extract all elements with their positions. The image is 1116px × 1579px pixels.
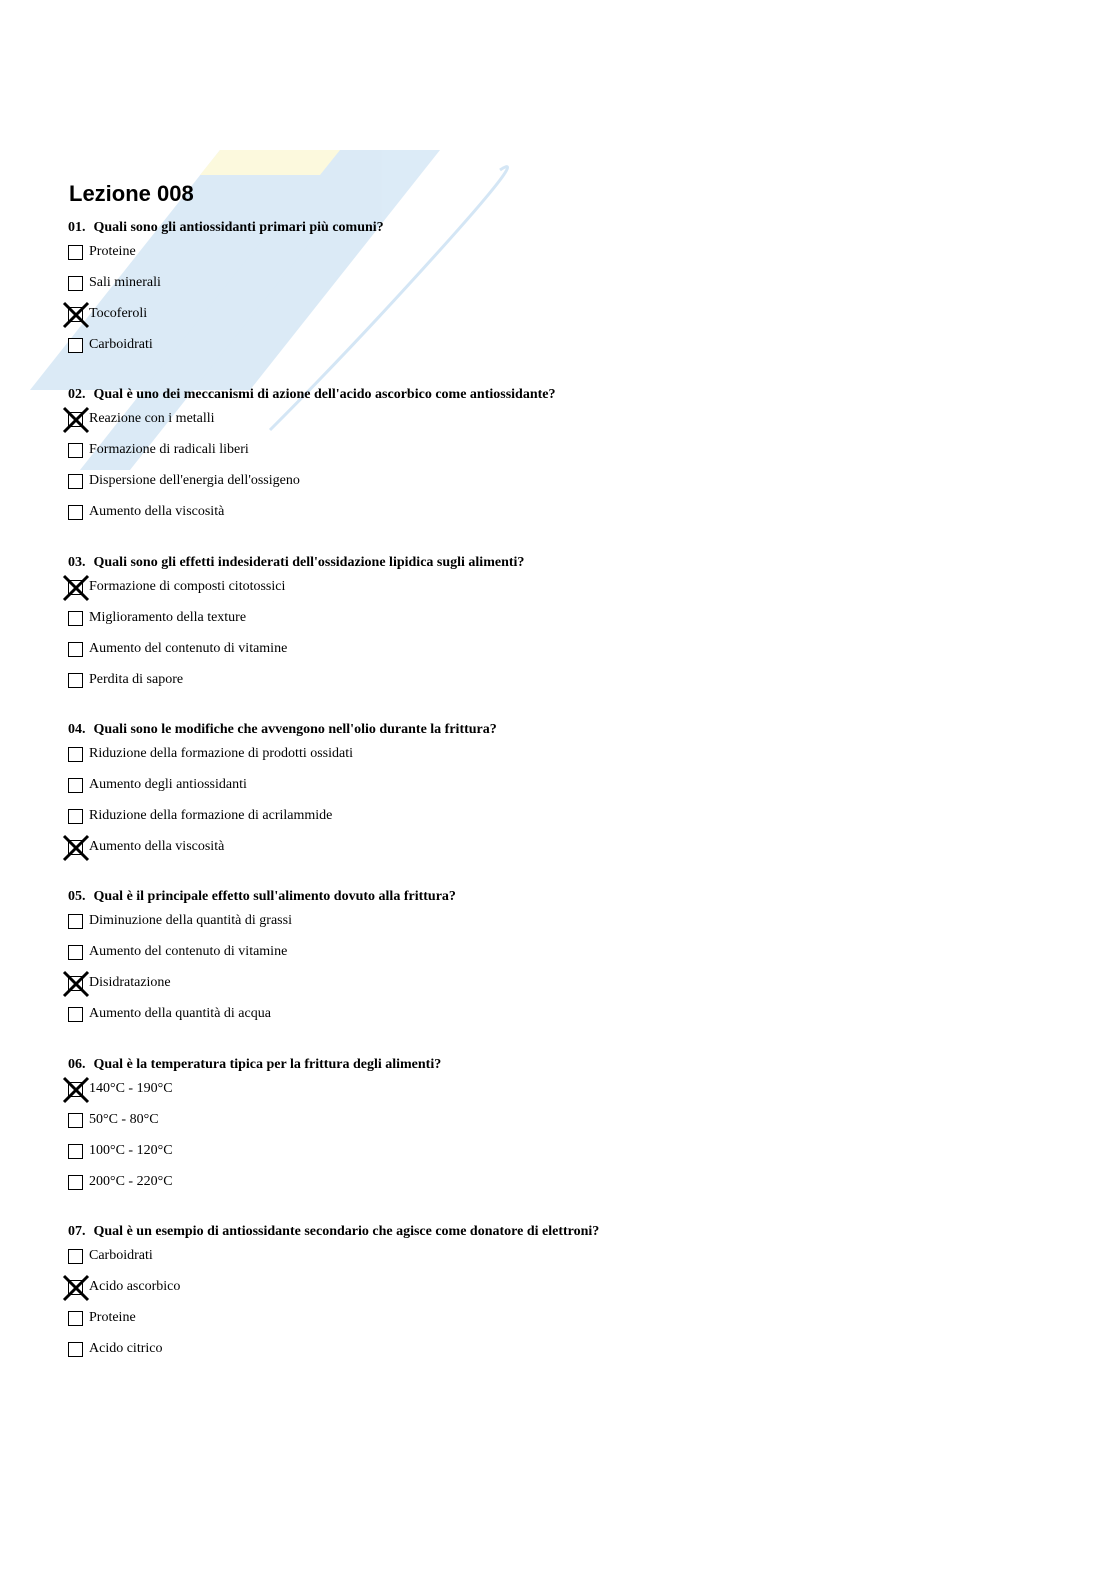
checkbox[interactable] xyxy=(68,611,83,626)
question-01 xyxy=(68,219,1068,364)
question-06 xyxy=(68,1056,1068,1201)
question-number: 02. xyxy=(68,387,86,402)
question-number: 01. xyxy=(68,220,86,235)
answer-option[interactable] xyxy=(68,1244,1068,1275)
question-text xyxy=(68,1223,1068,1241)
question-label: Qual è il principale effetto sull'alimento dovuto alla frittura? xyxy=(93,889,456,904)
answer-option[interactable] xyxy=(68,971,1068,1002)
option-label: Miglioramento della texture xyxy=(89,610,247,625)
question-number: 06. xyxy=(68,1057,86,1072)
answer-option[interactable] xyxy=(68,1170,1068,1201)
option-label: Tocoferoli xyxy=(89,306,148,321)
checkbox[interactable] xyxy=(68,1249,83,1264)
answer-option[interactable] xyxy=(68,637,1068,668)
question-05 xyxy=(68,888,1068,1033)
cross-mark-icon xyxy=(62,1274,90,1302)
question-02 xyxy=(68,386,1068,531)
checkbox[interactable] xyxy=(68,245,83,260)
answer-option[interactable] xyxy=(68,1337,1068,1368)
question-label: Quali sono gli antiossidanti primari più comuni? xyxy=(93,220,384,235)
question-text xyxy=(68,1056,1068,1074)
answer-option[interactable] xyxy=(68,500,1068,531)
question-number: 04. xyxy=(68,722,86,737)
option-label: Carboidrati xyxy=(89,337,153,352)
question-label: Qual è la temperatura tipica per la frittura degli alimenti? xyxy=(93,1057,442,1072)
checkbox[interactable] xyxy=(68,673,83,688)
option-label: Dispersione dell'energia dell'ossigeno xyxy=(89,473,300,488)
option-label: Riduzione della formazione di acrilammide xyxy=(89,808,333,823)
checkbox[interactable] xyxy=(68,443,83,458)
question-number: 07. xyxy=(68,1224,86,1239)
checkbox[interactable] xyxy=(68,1175,83,1190)
checkbox[interactable] xyxy=(68,338,83,353)
checkbox[interactable] xyxy=(68,809,83,824)
checkbox[interactable] xyxy=(68,642,83,657)
answer-option[interactable] xyxy=(68,1306,1068,1337)
option-label: Formazione di composti citotossici xyxy=(89,579,286,594)
checkbox[interactable] xyxy=(68,276,83,291)
option-label: Aumento della viscosità xyxy=(89,839,225,854)
option-label: Proteine xyxy=(89,244,136,259)
option-label: Aumento del contenuto di vitamine xyxy=(89,641,288,656)
cross-mark-icon xyxy=(62,970,90,998)
option-label: Aumento della quantità di acqua xyxy=(89,1006,271,1021)
question-text xyxy=(68,554,1068,572)
cross-mark-icon xyxy=(62,834,90,862)
question-07 xyxy=(68,1223,1068,1368)
question-label: Quali sono le modifiche che avvengono nell'olio durante la frittura? xyxy=(93,722,497,737)
cross-mark-icon xyxy=(62,1076,90,1104)
checkbox[interactable] xyxy=(68,1113,83,1128)
question-03 xyxy=(68,554,1068,699)
question-text xyxy=(68,721,1068,739)
option-label: Aumento degli antiossidanti xyxy=(89,777,247,792)
checkbox[interactable] xyxy=(68,1311,83,1326)
option-label: 50°C - 80°C xyxy=(89,1112,159,1127)
answer-option[interactable] xyxy=(68,240,1068,271)
option-label: Diminuzione della quantità di grassi xyxy=(89,913,292,928)
checkbox[interactable] xyxy=(68,1144,83,1159)
answer-options xyxy=(68,575,1068,699)
answer-options xyxy=(68,742,1068,866)
page-title: Lezione 008 xyxy=(69,181,194,206)
answer-option[interactable] xyxy=(68,742,1068,773)
question-label: Qual è uno dei meccanismi di azione dell'acido ascorbico come antiossidante? xyxy=(93,387,556,402)
answer-option[interactable] xyxy=(68,302,1068,333)
checkbox[interactable] xyxy=(68,1342,83,1357)
option-label: Carboidrati xyxy=(89,1248,153,1263)
option-label: Riduzione della formazione di prodotti ossidati xyxy=(89,746,353,761)
answer-options xyxy=(68,407,1068,531)
checkbox[interactable] xyxy=(68,505,83,520)
question-04 xyxy=(68,721,1068,866)
answer-option[interactable] xyxy=(68,835,1068,866)
question-text xyxy=(68,386,1068,404)
answer-option[interactable] xyxy=(68,668,1068,699)
answer-options xyxy=(68,1244,1068,1368)
answer-option[interactable] xyxy=(68,940,1068,971)
answer-option[interactable] xyxy=(68,773,1068,804)
answer-option[interactable] xyxy=(68,407,1068,438)
checkbox[interactable] xyxy=(68,945,83,960)
answer-option[interactable] xyxy=(68,575,1068,606)
answer-option[interactable] xyxy=(68,1275,1068,1306)
answer-option[interactable] xyxy=(68,606,1068,637)
option-label: Proteine xyxy=(89,1310,136,1325)
question-label: Quali sono gli effetti indesiderati dell'ossidazione lipidica sugli alimenti? xyxy=(93,555,525,570)
checkbox[interactable] xyxy=(68,778,83,793)
answer-option[interactable] xyxy=(68,1139,1068,1170)
option-label: Acido citrico xyxy=(89,1341,163,1356)
cross-mark-icon xyxy=(62,574,90,602)
option-label: Acido ascorbico xyxy=(89,1279,181,1294)
option-label: Reazione con i metalli xyxy=(89,411,215,426)
option-label: Formazione di radicali liberi xyxy=(89,442,249,457)
question-label: Qual è un esempio di antiossidante secondario che agisce come donatore di elettroni? xyxy=(93,1224,600,1239)
answer-options xyxy=(68,1077,1068,1201)
answer-option[interactable] xyxy=(68,1077,1068,1108)
cross-mark-icon xyxy=(62,406,90,434)
answer-option[interactable] xyxy=(68,804,1068,835)
answer-options xyxy=(68,909,1068,1033)
cross-mark-icon xyxy=(62,301,90,329)
answer-options xyxy=(68,240,1068,364)
question-text xyxy=(68,219,1068,237)
option-label: 200°C - 220°C xyxy=(89,1174,173,1189)
question-text xyxy=(68,888,1068,906)
option-label: Aumento della viscosità xyxy=(89,504,225,519)
answer-option[interactable] xyxy=(68,333,1068,364)
option-label: Disidratazione xyxy=(89,975,171,990)
answer-option[interactable] xyxy=(68,1002,1068,1033)
option-label: 140°C - 190°C xyxy=(89,1081,173,1096)
answer-option[interactable] xyxy=(68,438,1068,469)
option-label: Aumento del contenuto di vitamine xyxy=(89,944,288,959)
answer-option[interactable] xyxy=(68,909,1068,940)
answer-option[interactable] xyxy=(68,271,1068,302)
question-number: 05. xyxy=(68,889,86,904)
answer-option[interactable] xyxy=(68,469,1068,500)
option-label: 100°C - 120°C xyxy=(89,1143,173,1158)
checkbox[interactable] xyxy=(68,474,83,489)
option-label: Sali minerali xyxy=(89,275,161,290)
question-number: 03. xyxy=(68,555,86,570)
checkbox[interactable] xyxy=(68,747,83,762)
option-label: Perdita di sapore xyxy=(89,672,184,687)
answer-option[interactable] xyxy=(68,1108,1068,1139)
checkbox[interactable] xyxy=(68,1007,83,1022)
checkbox[interactable] xyxy=(68,914,83,929)
